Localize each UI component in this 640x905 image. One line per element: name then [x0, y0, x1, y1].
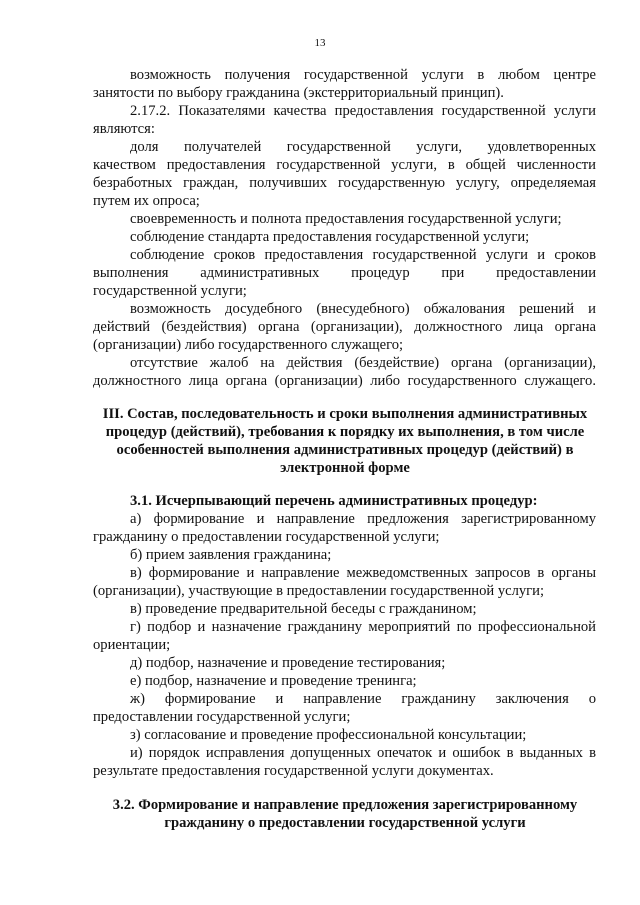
text-line: должностного лица органа (организации) либо государственного служащего.: [93, 373, 596, 389]
text-line: возможность досудебного (внесудебного) обжалования решений и: [130, 301, 596, 317]
text-line: (организации) либо государственного служащего;: [93, 337, 404, 353]
text-line: отсутствие жалоб на действия (бездействие) органа (организации),: [130, 355, 596, 371]
list-item: гражданину о предоставлении государственной услуги;: [93, 529, 440, 545]
text-line: соблюдение сроков предоставления государственной услуги и сроков: [130, 247, 596, 263]
list-item: в) формирование и направление межведомственных запросов в органы: [130, 565, 596, 581]
list-item: результате предоставления государственной услуги документах.: [93, 763, 494, 779]
text-line: качеством предоставления государственной услуги, в общей численности: [93, 157, 596, 173]
text-line: являются:: [93, 121, 155, 137]
text-line: соблюдение стандарта предоставления государственной услуги;: [130, 229, 530, 245]
text-line: государственной услуги;: [93, 283, 247, 299]
section-heading: процедур (действий), требования к порядку их выполнения, в том числе: [105, 424, 585, 440]
section-heading: особенностей выполнения административных процедур (действий) в: [116, 442, 574, 458]
section-heading: электронной форме: [280, 460, 410, 476]
list-item: е) подбор, назначение и проведение тренинга;: [130, 673, 417, 689]
list-item: предоставлении государственной услуги;: [93, 709, 351, 725]
list-item: (организации), участвующие в предоставлении государственной услуги;: [93, 583, 545, 599]
list-item: ж) формирование и направление гражданину заключения о: [130, 691, 596, 707]
list-item: и) порядок исправления допущенных опечаток и ошибок в выданных в: [130, 745, 596, 761]
text-line: безработных граждан, получивших государственную услугу, определяемая: [93, 175, 596, 191]
text-line: действий (бездействия) органа (организации), должностного лица органа: [93, 319, 596, 335]
list-item: в) проведение предварительной беседы с гражданином;: [130, 601, 477, 617]
list-item: з) согласование и проведение профессиональной консультации;: [130, 727, 527, 743]
subsection-heading: гражданину о предоставлении государственной услуги: [164, 815, 526, 831]
text-line: своевременность и полнота предоставления государственной услуги;: [130, 211, 562, 227]
page-number: 13: [314, 37, 326, 49]
list-item: ориентации;: [93, 637, 171, 653]
text-line: 2.17.2. Показателями качества предоставления государственной услуги: [130, 103, 596, 119]
text-line: занятости по выбору гражданина (экстерриториальный принцип).: [93, 85, 504, 101]
list-item: б) прием заявления гражданина;: [130, 547, 332, 563]
list-item: д) подбор, назначение и проведение тестирования;: [130, 655, 446, 671]
section-heading: III. Состав, последовательность и сроки выполнения административных: [102, 406, 588, 422]
text-line: возможность получения государственной услуги в любом центре: [130, 67, 596, 83]
text-line: выполнения административных процедур при предоставлении: [93, 265, 596, 281]
list-item: а) формирование и направление предложения зарегистрированному: [130, 511, 596, 527]
list-item: г) подбор и назначение гражданину мероприятий по профессиональной: [130, 619, 596, 635]
subsection-heading: 3.1. Исчерпывающий перечень административных процедур:: [130, 493, 538, 509]
subsection-heading: 3.2. Формирование и направление предложения зарегистрированному: [112, 797, 578, 813]
text-line: путем их опроса;: [93, 193, 200, 209]
text-line: доля получателей государственной услуги, удовлетворенных: [130, 139, 596, 155]
